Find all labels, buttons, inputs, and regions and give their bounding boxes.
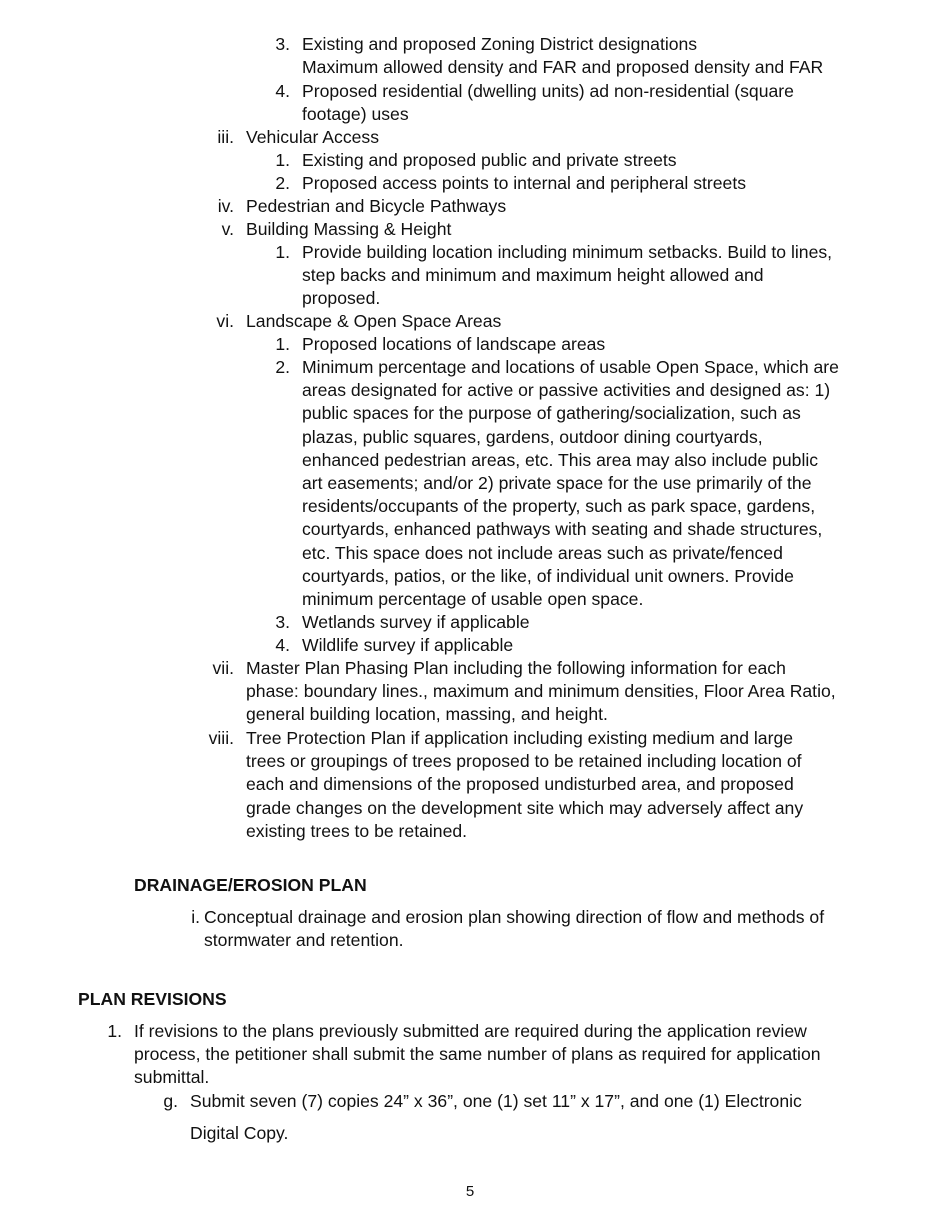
list-item-text: Provide building location including minimum setbacks. Build to lines, step backs and minimum and maximum height allowed and proposed.: [302, 242, 833, 309]
drainage-text: Conceptual drainage and erosion plan showing direction of flow and methods of stormwater and retention.: [204, 907, 825, 951]
list-marker: vi.: [216, 311, 234, 331]
list-item-text: Proposed residential (dwelling units) ad non-residential (square footage) uses: [302, 81, 794, 125]
list-marker: i.: [191, 907, 200, 927]
section-label: Pedestrian and Bicycle Pathways: [246, 196, 507, 216]
list-item-text: Existing and proposed Zoning District designations Maximum allowed density and FAR and proposed density and FAR: [302, 34, 824, 78]
list-item-text: Existing and proposed public and private streets: [302, 150, 677, 170]
revisions-text: If revisions to the plans previously submitted are required during the application review process, the petitioner shall submit the same number of plans as required for application submittal.: [134, 1021, 821, 1088]
section-label: Landscape & Open Space Areas: [246, 311, 502, 331]
list-marker: iv.: [217, 196, 234, 216]
list-marker: 4.: [275, 635, 290, 655]
list-marker: vii.: [212, 658, 234, 678]
section-text: Master Plan Phasing Plan including the following information for each phase: boundary lines., maximum and minimum densities, Floor Area Ratio, general building location, massing, and height.: [246, 658, 836, 725]
list-marker: 2.: [275, 357, 290, 377]
section-label: Vehicular Access: [246, 127, 380, 147]
list-marker: 2.: [275, 173, 290, 193]
section-text: Tree Protection Plan if application including existing medium and large trees or groupings of trees proposed to be retained including location of each and dimensions of the proposed undisturbed area, and proposed grade changes on the development site which may adversely affect any existing trees to be retained.: [246, 728, 804, 841]
revisions-sub-text-continued: Digital Copy.: [190, 1123, 289, 1143]
section-label: Building Massing & Height: [246, 219, 452, 239]
list-marker: 1.: [107, 1021, 122, 1041]
revisions-sub-text: Submit seven (7) copies 24” x 36”, one (1) set 11” x 17”, and one (1) Electronic: [190, 1091, 802, 1111]
list-marker: iii.: [217, 127, 234, 147]
page-number: 5: [465, 1183, 475, 1200]
list-marker: 1.: [275, 334, 290, 354]
drainage-heading: DRAINAGE/EROSION PLAN: [134, 875, 367, 895]
list-item-text: Proposed access points to internal and peripheral streets: [302, 173, 747, 193]
list-marker: 4.: [275, 81, 290, 101]
list-item-text: Minimum percentage and locations of usable Open Space, which are areas designated for active or passive activities and designed as: 1) public spaces for the purpose of gathering/socialization, such as plazas, public squares, gardens, outdoor dining courtyards, enhanced pedestrian areas, etc. This area may also include public art easements; and/or 2) private space for the use primarily of the residents/occupants of the property, such as park space, gardens, courtyards, enhanced pathways with seating and shade structures, etc. This space does not include areas such as private/fenced courtyards, patios, or the like, of individual unit owners. Provide minimum percentage of usable open space.: [302, 357, 839, 610]
list-marker: viii.: [208, 728, 234, 748]
list-item-text: Wetlands survey if applicable: [302, 612, 530, 632]
list-marker: 3.: [275, 34, 290, 54]
list-marker: v.: [221, 219, 234, 239]
plan-revisions-heading: PLAN REVISIONS: [78, 989, 227, 1009]
list-marker: 1.: [275, 242, 290, 262]
list-marker: 1.: [275, 150, 290, 170]
list-marker: 3.: [275, 612, 290, 632]
list-item-text: Wildlife survey if applicable: [302, 635, 514, 655]
list-item-text: Proposed locations of landscape areas: [302, 334, 606, 354]
list-marker: g.: [163, 1091, 178, 1111]
